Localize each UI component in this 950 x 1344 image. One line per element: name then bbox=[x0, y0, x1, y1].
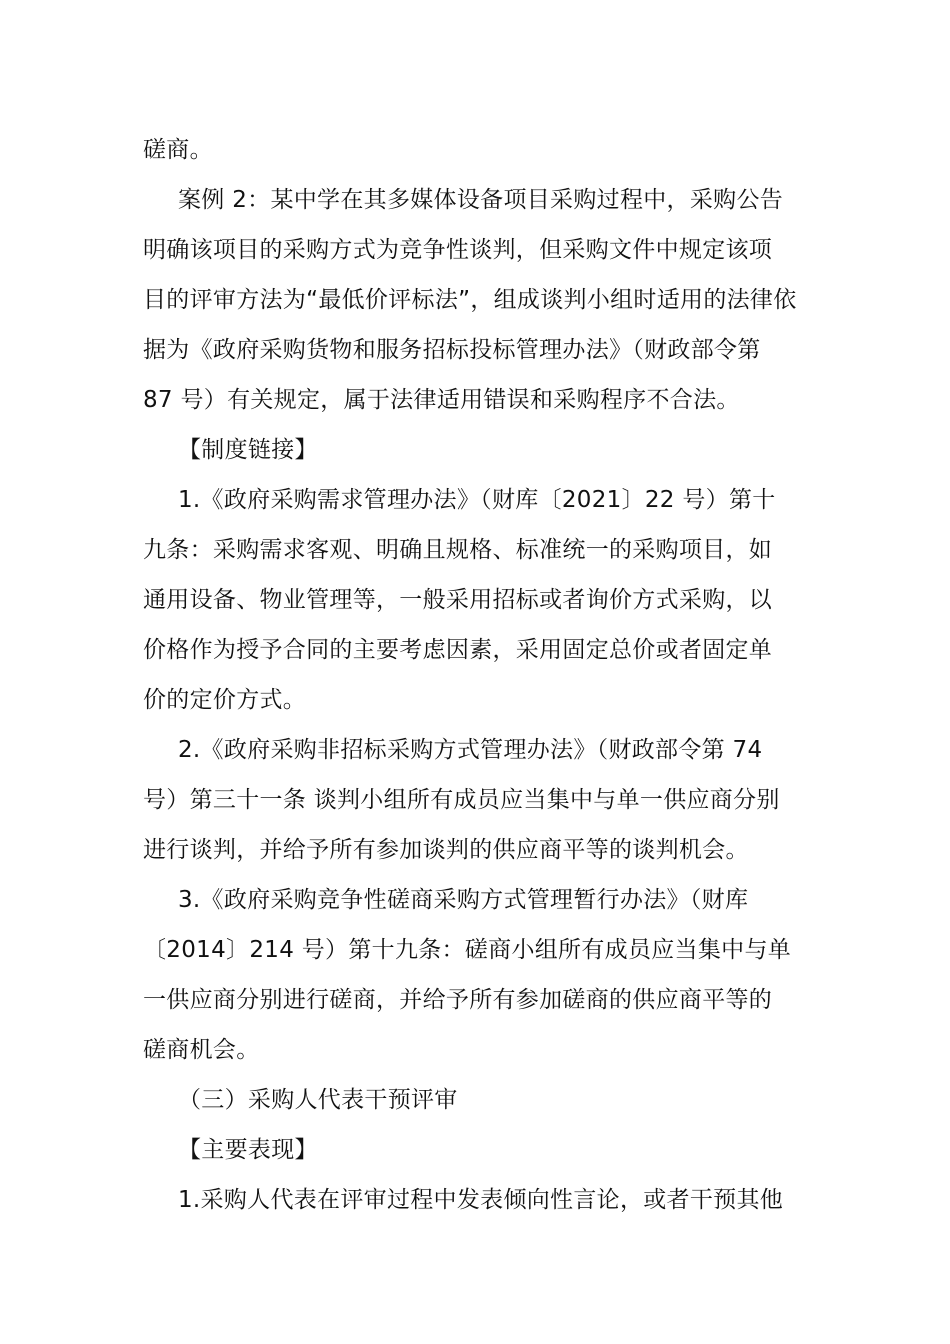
list-item-1-line: 1.采购人代表在评审过程中发表倾向性言论，或者干预其他 bbox=[178, 1187, 784, 1213]
paragraph-line: 明确该项目的采购方式为竞争性谈判，但采购文件中规定该项 bbox=[143, 237, 773, 263]
paragraph-line: 磋商。 bbox=[143, 137, 213, 163]
paragraph-line: 价格作为授予合同的主要考虑因素，采用固定总价或者固定单 bbox=[143, 637, 773, 663]
paragraph-line: 通用设备、物业管理等，一般采用招标或者询价方式采购，以 bbox=[143, 587, 773, 613]
section-heading-system-link: 【制度链接】 bbox=[178, 437, 318, 463]
case-2-heading-line: 案例 2：某中学在其多媒体设备项目采购过程中，采购公告 bbox=[178, 187, 784, 213]
paragraph-line: 87 号）有关规定，属于法律适用错误和采购程序不合法。 bbox=[143, 387, 740, 413]
paragraph-line: 九条：采购需求客观、明确且规格、标准统一的采购项目，如 bbox=[143, 537, 773, 563]
paragraph-line: 〔2014〕214 号）第十九条：磋商小组所有成员应当集中与单 bbox=[143, 937, 792, 963]
list-item-1-line: 1.《政府采购需求管理办法》（财库〔2021〕22 号）第十 bbox=[178, 487, 776, 513]
section-heading-3: （三）采购人代表干预评审 bbox=[178, 1087, 458, 1113]
paragraph-line: 磋商机会。 bbox=[143, 1037, 260, 1063]
list-item-2-line: 2.《政府采购非招标采购方式管理办法》（财政部令第 74 bbox=[178, 737, 763, 763]
paragraph-line: 进行谈判，并给予所有参加谈判的供应商平等的谈判机会。 bbox=[143, 837, 749, 863]
paragraph-line: 据为《政府采购货物和服务招标投标管理办法》（财政部令第 bbox=[143, 337, 761, 363]
list-item-3-line: 3.《政府采购竞争性磋商采购方式管理暂行办法》（财库 bbox=[178, 887, 749, 913]
paragraph-line: 价的定价方式。 bbox=[143, 687, 307, 713]
section-heading-main-manifestations: 【主要表现】 bbox=[178, 1137, 318, 1163]
paragraph-line: 目的评审方法为“最低价评标法”，组成谈判小组时适用的法律依 bbox=[143, 287, 797, 313]
paragraph-line: 一供应商分别进行磋商，并给予所有参加磋商的供应商平等的 bbox=[143, 987, 773, 1013]
paragraph-line: 号）第三十一条 谈判小组所有成员应当集中与单一供应商分别 bbox=[143, 787, 780, 813]
